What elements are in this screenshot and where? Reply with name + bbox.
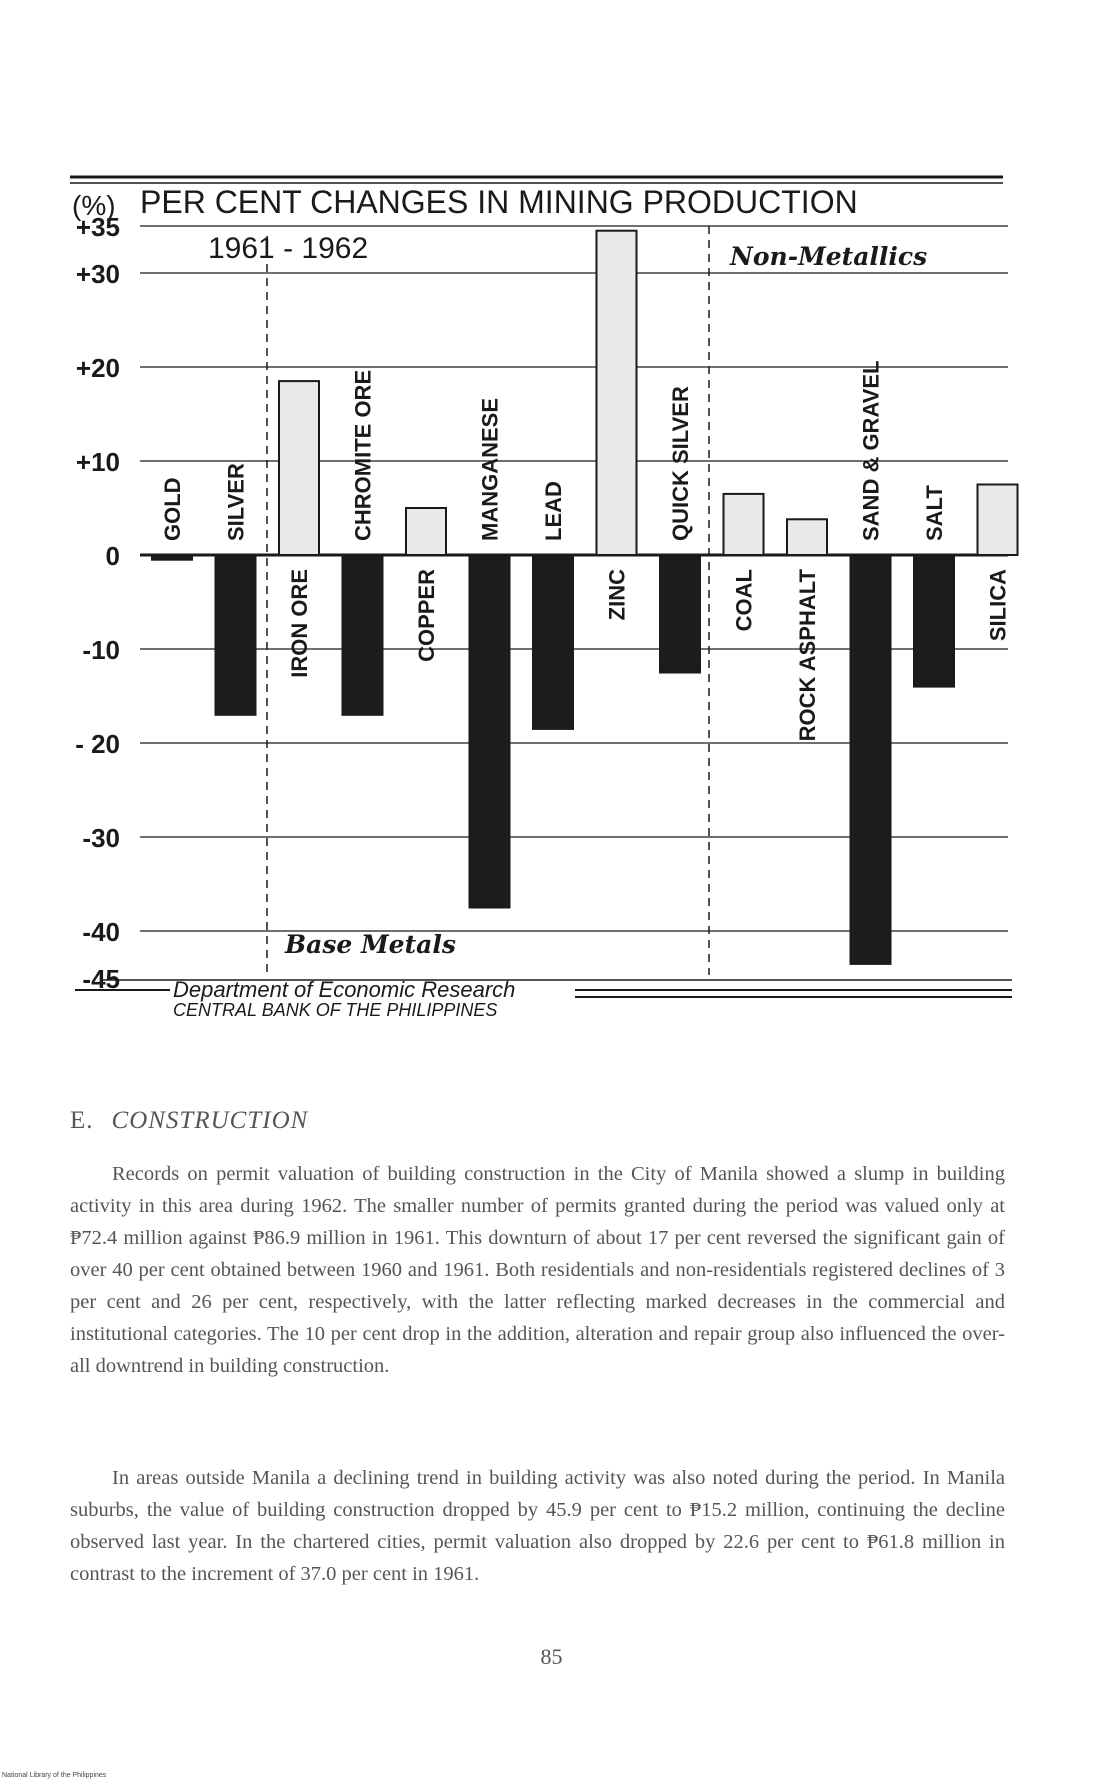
bar xyxy=(343,555,383,715)
category-label: SAND & GRAVEL xyxy=(858,360,884,541)
category-label: ROCK ASPHALT xyxy=(795,569,820,742)
section-letter: E. xyxy=(70,1107,94,1134)
y-tick-label: +30 xyxy=(75,259,120,289)
category-label: CHROMITE ORE xyxy=(350,369,376,541)
bars xyxy=(152,231,1018,964)
bar xyxy=(787,519,827,555)
category-label: IRON ORE xyxy=(287,569,312,678)
group-label-base-metals: Base Metals xyxy=(285,930,456,959)
chart-subtitle: 1961 - 1962 xyxy=(208,232,369,265)
bar xyxy=(216,555,256,715)
y-tick-label: -45 xyxy=(82,964,120,994)
category-label: SILVER xyxy=(223,463,249,541)
y-tick-label: +35 xyxy=(75,212,120,242)
source-line-1: Department of Economic Research xyxy=(173,977,516,1002)
source-line-2: CENTRAL BANK OF THE PHILIPPINES xyxy=(173,1000,498,1020)
bar xyxy=(660,555,700,673)
y-tick-labels xyxy=(75,212,120,994)
page-number: 85 xyxy=(540,1644,563,1669)
category-label: MANGANESE xyxy=(477,397,503,541)
paragraph-1: Records on permit valuation of building construction in the City of Manila showed a slump in building activity in this area during 1962. The smaller number of permits granted during the period was valued only at ₱72.4 million against ₱86.9 million in 1961. This downturn of about 17 per cent reversed the significant gain of over 40 per cent obtained between 1960 and 1961. Both residentials and non-residentials registered declines of 3 per cent and 26 per cent, respectively, with the latter reflecting marked decreases in the commercial and institutional categories. The 10 per cent drop in the addition, alteration and repair group also influenced the over-all downtrend in building construction. xyxy=(70,1163,1005,1377)
bar xyxy=(533,555,573,729)
chart-title: PER CENT CHANGES IN MINING PRODUCTION xyxy=(140,184,858,220)
category-label: COAL xyxy=(731,569,757,632)
bar xyxy=(470,555,510,908)
y-tick-label: - 20 xyxy=(75,729,120,759)
bar xyxy=(914,555,954,687)
category-label: LEAD xyxy=(541,481,566,541)
paragraph-2: In areas outside Manila a declining trend in building activity was also noted during the period. In Manila suburbs, the value of building construction dropped by 45.9 per cent to ₱15.2 million, continuing the decline observed last year. In the chartered cities, permit valuation also dropped by 22.6 per cent to ₱61.8 million in contrast to the increment of 37.0 per cent in 1961. xyxy=(70,1467,1005,1585)
bar xyxy=(152,555,192,560)
category-label: COPPER xyxy=(414,569,439,662)
bar xyxy=(279,381,319,555)
bar xyxy=(406,508,446,555)
footer-credit: National Library of the Philippines xyxy=(2,1772,107,1779)
y-tick-label: -40 xyxy=(82,917,120,947)
group-label-non-metallics: Non-Metallics xyxy=(730,242,928,271)
category-label: ZINC xyxy=(604,569,630,621)
bar xyxy=(978,485,1018,556)
category-label: QUICK SILVER xyxy=(668,386,693,541)
y-tick-label: -30 xyxy=(82,823,120,853)
category-label: SILICA xyxy=(985,569,1011,642)
section-title: CONSTRUCTION xyxy=(111,1107,309,1134)
category-label: GOLD xyxy=(160,477,185,541)
section-heading xyxy=(70,1107,308,1135)
y-axis-unit: (%) xyxy=(72,190,116,221)
y-tick-label: 0 xyxy=(105,541,120,571)
y-tick-label: +10 xyxy=(75,447,120,477)
y-tick-label: -10 xyxy=(82,635,120,665)
y-tick-label: +20 xyxy=(75,353,120,383)
bar xyxy=(851,555,891,964)
bar xyxy=(597,231,637,555)
category-label: SALT xyxy=(922,485,947,541)
bar xyxy=(724,494,764,555)
